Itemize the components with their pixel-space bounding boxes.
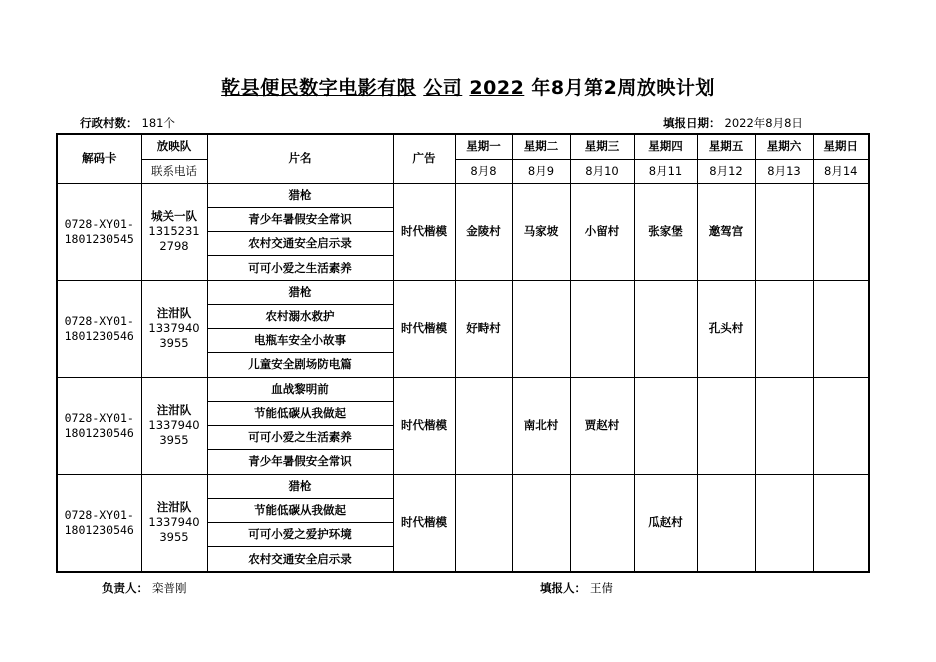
header-day: 星期六	[755, 134, 813, 159]
film-cell: 可可小爱之生活素养	[207, 426, 393, 450]
schedule-cell	[455, 474, 512, 572]
schedule-cell	[755, 377, 813, 474]
schedule-cell: 马家坡	[512, 183, 570, 280]
header-ad: 广告	[393, 134, 455, 183]
manager	[102, 580, 187, 596]
team-phone: 13379403955	[148, 418, 200, 448]
header-day: 星期日	[813, 134, 869, 159]
header-row-2	[57, 159, 869, 183]
title-rest: 年8月第2周放映计划	[531, 77, 715, 99]
film-cell: 青少年暑假安全常识	[207, 207, 393, 231]
header-date: 8月8	[455, 159, 512, 183]
header-team: 放映队	[141, 134, 207, 159]
schedule-cell: 小留村	[570, 183, 634, 280]
schedule-cell	[570, 280, 634, 377]
schedule-cell	[813, 183, 869, 280]
ad-cell: 时代楷模	[393, 280, 455, 377]
film-cell: 农村交通安全启示录	[207, 547, 393, 572]
schedule-cell	[813, 474, 869, 572]
decoder-cell: 0728-XY01-1801230545	[57, 183, 141, 280]
team-cell	[141, 474, 207, 572]
decoder-cell: 0728-XY01-1801230546	[57, 377, 141, 474]
village-count	[80, 115, 175, 131]
header-phone: 联系电话	[141, 159, 207, 183]
film-cell: 可可小爱之爱护环境	[207, 523, 393, 547]
schedule-cell	[455, 377, 512, 474]
header-date: 8月10	[570, 159, 634, 183]
schedule-cell	[634, 280, 697, 377]
header-date: 8月13	[755, 159, 813, 183]
title-company: 乾县便民数字电影有限	[221, 77, 417, 99]
schedule-cell: 孔头村	[697, 280, 755, 377]
schedule-cell: 南北村	[512, 377, 570, 474]
team-phone: 13379403955	[148, 515, 200, 545]
film-cell: 猎枪	[207, 183, 393, 207]
schedule-cell	[755, 183, 813, 280]
table-row	[57, 474, 869, 498]
header-day: 星期三	[570, 134, 634, 159]
header-day: 星期四	[634, 134, 697, 159]
report-date-value: 2022年8月8日	[724, 116, 803, 130]
team-name: 注泔队	[156, 500, 192, 515]
schedule-body	[57, 134, 869, 572]
team-name: 注泔队	[156, 306, 192, 321]
header-date: 8月9	[512, 159, 570, 183]
schedule-cell	[755, 280, 813, 377]
ad-cell: 时代楷模	[393, 377, 455, 474]
team-cell	[141, 377, 207, 474]
decoder-cell: 0728-XY01-1801230546	[57, 280, 141, 377]
film-cell: 农村交通安全启示录	[207, 232, 393, 256]
header-film: 片名	[207, 134, 393, 183]
schedule-cell: 贾赵村	[570, 377, 634, 474]
village-count-label: 行政村数：	[80, 116, 138, 130]
manager-label: 负责人：	[102, 581, 148, 595]
team-name: 注泔队	[156, 403, 192, 418]
film-cell: 电瓶车安全小故事	[207, 329, 393, 353]
ad-cell: 时代楷模	[393, 474, 455, 572]
ad-cell: 时代楷模	[393, 183, 455, 280]
header-date: 8月11	[634, 159, 697, 183]
schedule-cell	[697, 474, 755, 572]
film-cell: 猎枪	[207, 474, 393, 498]
film-cell: 儿童安全剧场防电篇	[207, 353, 393, 377]
schedule-cell: 邀驾宫	[697, 183, 755, 280]
schedule-cell	[697, 377, 755, 474]
film-cell: 血战黎明前	[207, 377, 393, 401]
schedule-cell	[755, 474, 813, 572]
reporter	[540, 580, 613, 596]
schedule-cell: 金陵村	[455, 183, 512, 280]
schedule-cell: 好畤村	[455, 280, 512, 377]
header-day: 星期二	[512, 134, 570, 159]
film-cell: 青少年暑假安全常识	[207, 450, 393, 474]
team-name: 城关一队	[151, 209, 197, 224]
film-cell: 节能低碳从我做起	[207, 498, 393, 522]
team-cell	[141, 280, 207, 377]
film-cell: 农村溺水救护	[207, 304, 393, 328]
header-row-1	[57, 134, 869, 159]
team-cell	[141, 183, 207, 280]
header-date: 8月12	[697, 159, 755, 183]
table-row	[57, 280, 869, 304]
film-cell: 猎枪	[207, 280, 393, 304]
manager-value: 栾普刚	[152, 581, 187, 595]
title-year: 2022	[469, 77, 525, 99]
header-day: 星期一	[455, 134, 512, 159]
schedule-cell: 瓜赵村	[634, 474, 697, 572]
schedule-cell	[570, 474, 634, 572]
table-row	[57, 183, 869, 207]
page-title	[0, 73, 936, 100]
reporter-value: 王倩	[590, 581, 614, 595]
team-phone: 13152312798	[148, 224, 200, 254]
village-count-value: 181个	[141, 116, 175, 130]
schedule-cell	[813, 280, 869, 377]
report-date-label: 填报日期：	[663, 116, 721, 130]
header-decoder: 解码卡	[57, 134, 141, 183]
schedule-cell	[634, 377, 697, 474]
team-phone: 13379403955	[148, 321, 200, 351]
header-date: 8月14	[813, 159, 869, 183]
table-row	[57, 377, 869, 401]
film-cell: 节能低碳从我做起	[207, 401, 393, 425]
title-company-suffix: 公司	[423, 77, 463, 99]
film-cell: 可可小爱之生活素养	[207, 256, 393, 280]
schedule-cell	[512, 280, 570, 377]
report-date	[663, 115, 803, 131]
schedule-table	[56, 133, 870, 573]
header-day: 星期五	[697, 134, 755, 159]
decoder-cell: 0728-XY01-1801230546	[57, 474, 141, 572]
schedule-cell: 张家堡	[634, 183, 697, 280]
reporter-label: 填报人：	[540, 581, 586, 595]
schedule-cell	[813, 377, 869, 474]
schedule-cell	[512, 474, 570, 572]
